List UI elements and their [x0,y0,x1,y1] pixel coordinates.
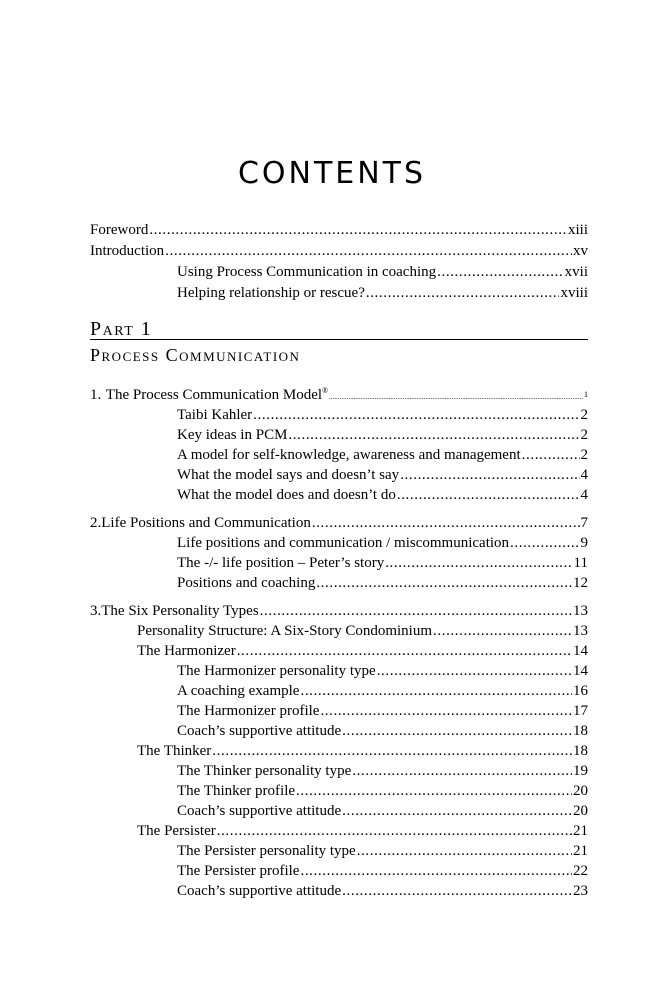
toc-entry-page: 16 [573,683,588,699]
toc-entry-label: Positions and coaching [177,575,316,591]
toc-entry-label: Key ideas in PCM [177,427,288,443]
toc-entry-page: 4 [580,467,588,483]
toc-entry-label: The Persister personality type [177,843,356,859]
toc-entry[interactable] [177,782,588,800]
toc-entry-label: Helping relationship or rescue? [177,285,365,301]
toc-entry[interactable] [177,862,588,880]
dot-leader [217,822,572,840]
toc-chapter-1[interactable] [90,386,588,406]
page-title: CONTENTS [237,156,427,191]
toc-entry[interactable] [177,486,588,504]
toc-entry-page: xviii [560,285,588,301]
toc-entry-label: The Thinker [137,743,212,759]
toc-entry-using-pcm[interactable] [177,263,588,281]
toc-entry-label: Coach’s supportive attitude [177,723,342,739]
toc-entry-label: The Persister [137,823,216,839]
dot-leader [377,662,572,680]
chapter-number: 3. [90,603,102,619]
toc-entry[interactable] [177,702,588,720]
dot-leader [342,802,572,820]
chapter-number: 2. [90,515,102,531]
toc-entry-page: 23 [573,883,588,899]
toc-chapter-3[interactable] [90,602,588,620]
toc-entry[interactable] [177,662,588,680]
toc-entry-label: The Harmonizer [137,643,236,659]
toc-entry-label: The -/- life position – Peter’s story [177,555,385,571]
chapter-number: 1. [90,387,102,403]
dot-leader [510,534,579,552]
toc-entry[interactable] [177,406,588,424]
toc-entry-label: Taibi Kahler [177,407,253,423]
toc-entry-label: Coach’s supportive attitude [177,803,342,819]
dot-leader [357,842,572,860]
toc-entry-label: The Harmonizer personality type [177,663,376,679]
toc-entry-label: A model for self-knowledge, awareness and management [177,447,521,463]
toc-entry-page: 13 [573,623,588,639]
toc-entry-page: 4 [580,487,588,503]
toc-section[interactable] [137,742,588,760]
toc-entry-page: 18 [573,723,588,739]
dot-leader [149,221,567,239]
toc-entry-page: 11 [573,555,588,571]
toc-entry-page: 12 [573,575,588,591]
dot-leader [352,762,572,780]
toc-entry-page: 14 [573,643,588,659]
toc-entry[interactable] [177,722,588,740]
dot-leader [397,486,580,504]
toc-entry[interactable] [177,842,588,860]
dot-leader [522,446,580,464]
dot-leader [400,466,579,484]
toc-entry[interactable] [177,554,588,572]
toc-entry-page: xiii [567,222,588,238]
toc-entry-page: 13 [573,603,588,619]
toc-entry-page: xv [573,243,588,259]
dot-leader [312,514,580,532]
toc-entry-label: The Harmonizer profile [177,703,320,719]
dot-leader [316,574,572,592]
toc-entry-label: What the model says and doesn’t say [177,467,400,483]
toc-entry-page: 9 [580,535,588,551]
part-rule [90,339,588,340]
toc-entry-page: 1 [584,390,588,399]
toc-entry[interactable] [177,534,588,552]
dot-leader [320,702,572,720]
toc-entry-label: Foreword [90,222,149,238]
toc-entry-label: Life positions and communication / miscommunication [177,535,510,551]
toc-entry[interactable] [177,882,588,900]
dot-leader [366,284,560,302]
toc-entry[interactable] [177,574,588,592]
toc-entry[interactable] [177,466,588,484]
toc-entry-page: 14 [573,663,588,679]
toc-entry-label: The Process Communication Model® [105,386,329,403]
dot-leader [296,782,572,800]
toc-entry-page: 21 [573,843,588,859]
dot-leader [212,742,572,760]
toc-entry[interactable] [177,762,588,780]
toc-entry[interactable] [177,802,588,820]
toc-entry-page: 18 [573,743,588,759]
dot-leader [300,682,572,700]
dot-leader [342,882,572,900]
dot-leader [433,622,572,640]
part-title: Process Communication [90,345,301,365]
dot-leader [329,386,583,406]
toc-entry[interactable] [177,682,588,700]
toc-entry[interactable] [177,426,588,444]
dot-leader [165,242,572,260]
toc-entry-label: A coaching example [177,683,300,699]
dot-leader [237,642,572,660]
dot-leader [385,554,572,572]
toc-entry-helping-relationship[interactable] [177,284,588,302]
toc-entry-page: 20 [573,803,588,819]
toc-entry-label: The Thinker personality type [177,763,352,779]
toc-entry-label: Coach’s supportive attitude [177,883,342,899]
toc-section[interactable] [137,622,588,640]
toc-entry-page: 2 [580,407,588,423]
toc-entry-label: The Six Personality Types [101,603,259,619]
toc-entry-page: 19 [573,763,588,779]
toc-chapter-2[interactable] [90,514,588,532]
toc-entry[interactable] [177,446,588,464]
toc-entry-foreword[interactable] [90,221,588,239]
toc-section[interactable] [137,822,588,840]
toc-entry-label: The Persister profile [177,863,300,879]
part-label: Part 1 [90,318,153,340]
toc-entry-page: 17 [573,703,588,719]
toc-entry-label: What the model does and doesn’t do [177,487,396,503]
dot-leader [300,862,572,880]
toc-entry-page: 20 [573,783,588,799]
toc-entry-label: Using Process Communication in coaching [177,264,437,280]
toc-entry-label: Introduction [90,243,165,259]
toc-entry-page: 21 [573,823,588,839]
dot-leader [437,263,564,281]
toc-entry-label: Personality Structure: A Six-Story Condominium [137,623,433,639]
toc-entry-label: The Thinker profile [177,783,296,799]
dot-leader [260,602,572,620]
toc-entry-introduction[interactable] [90,242,588,260]
dot-leader [288,426,579,444]
toc-entry-page: 22 [573,863,588,879]
toc-entry-page: xvii [564,264,588,280]
toc-entry-page: 2 [580,447,588,463]
toc-section[interactable] [137,642,588,660]
toc-entry-label: Life Positions and Communication [101,515,311,531]
registered-mark: ® [322,386,329,395]
dot-leader [342,722,572,740]
dot-leader [253,406,579,424]
toc-entry-page: 7 [580,515,588,531]
toc-entry-page: 2 [580,427,588,443]
